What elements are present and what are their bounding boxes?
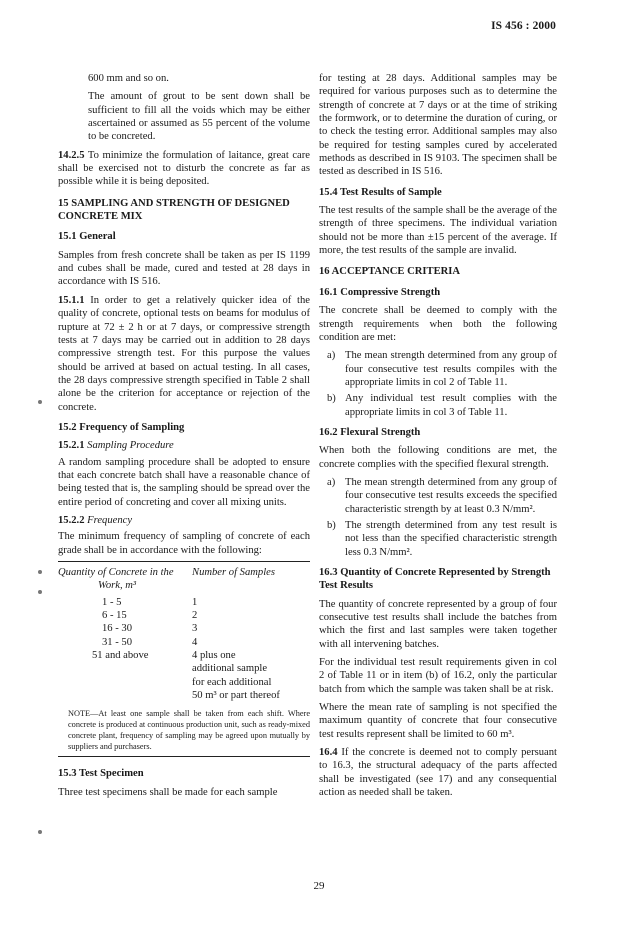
table-row-continued <box>58 689 310 702</box>
table-bottom-rule <box>58 756 310 757</box>
table-top-rule <box>58 561 310 562</box>
section-15-3-text: Three test specimens shall be made for each sample <box>58 786 278 798</box>
item-marker: a) <box>327 350 336 362</box>
clause-15-2-1-text: A random sampling procedure shall be adopted to ensure that each concrete batch shall have a reasonable chance of being tested that is, the sampling should be spread over the entire period of concreting and cover all mixing units. <box>58 456 310 508</box>
section-16-1-heading: 16.1 Compressive Strength <box>319 286 441 298</box>
samples-cell: 3 <box>192 623 198 635</box>
section-16-heading: 16 ACCEPTANCE CRITERIA <box>319 266 461 278</box>
clause-number: 14.2.5 <box>58 149 85 161</box>
table-row-continued <box>58 676 310 689</box>
section-15-1-heading: 15.1 General <box>58 231 116 243</box>
quantity-cell: 1 - 5 <box>102 596 122 608</box>
table-row <box>58 596 310 609</box>
flexural-conditions-list <box>319 476 557 559</box>
table-row <box>58 622 310 635</box>
item-text: The mean strength determined from any group of four consecutive test results exceeds the specified characteristic strength by at least 0.3 N/mm². <box>345 476 557 515</box>
samples-cell: 1 <box>192 596 198 608</box>
margin-dot <box>38 830 42 834</box>
samples-cell-extra: 50 m³ or part thereof <box>192 690 280 702</box>
clause-15-2-2-heading <box>58 514 310 527</box>
frequency-table-header <box>58 566 310 593</box>
list-item <box>319 476 557 516</box>
table-note: NOTE—At least one sample shall be taken from each shift. Where concrete is produced at continuous production unit, such as ready-mixed concrete plant, frequency of sampling may be agreed upon mutually by suppliers and purchasers. <box>68 709 310 752</box>
section-15-4-text: The test results of the sample shall be the average of the strength of three specimens. The individual variation should not be more than ±15 percent of the average. If more, the test results of the sample are invalid. <box>319 205 557 257</box>
table-row <box>58 649 310 662</box>
list-item <box>319 349 557 389</box>
clause-number: 15.1.1 <box>58 294 85 306</box>
section-16-3-text-2: For the individual test result requirements given in col 2 of Table 11 or in item (b) of 16.2, only the particular batch from which the sample was taken shall be at risk. <box>319 657 557 695</box>
page-number: 29 <box>313 880 325 892</box>
item-marker: b) <box>327 393 336 405</box>
samples-cell: 2 <box>192 610 198 622</box>
item-text: The strength determined from any test result is not less than the specified characteristic strength less 0.3 N/mm². <box>345 519 557 558</box>
samples-header: Number of Samples <box>192 567 275 578</box>
frequency-table-body <box>58 596 310 703</box>
grout-paragraph: The amount of grout to be sent down shall be sufficient to fill all the voids which may be either ascertained or assumed as 55 percent of the volume to be concreted. <box>88 91 310 143</box>
samples-cell: 4 plus one <box>192 650 236 662</box>
samples-cell-extra: for each additional <box>192 676 272 688</box>
list-item <box>319 392 557 419</box>
left-column <box>58 72 310 804</box>
compressive-conditions-list <box>319 349 557 419</box>
quantity-header-line2: Work, m³ <box>98 580 137 592</box>
margin-dot <box>38 400 42 404</box>
quantity-header-line1: Quantity of Concrete in the <box>58 567 174 578</box>
item-marker: a) <box>327 476 336 488</box>
quantity-cell: 51 and above <box>92 650 149 662</box>
section-16-3-text-1: The quantity of concrete represented by a group of four consecutive test results shall include the batches from which the first and last samples were taken together with all intervening batches. <box>319 598 557 650</box>
samples-cell: 4 <box>192 636 198 648</box>
list-item <box>319 519 557 559</box>
clause-15-1-1 <box>58 294 310 414</box>
item-text: Any individual test result complies with the appropriate limits in col 3 of Table 11. <box>345 393 557 418</box>
table-row-continued <box>58 662 310 675</box>
clause-number: 16.4 <box>319 747 338 759</box>
section-16-3-heading: 16.3 Quantity of Concrete Represented by Strength Test Results <box>319 567 551 592</box>
margin-dot <box>38 570 42 574</box>
section-15-2-heading: 15.2 Frequency of Sampling <box>58 421 185 433</box>
quantity-cell: 16 - 30 <box>102 623 133 635</box>
right-column <box>319 72 557 805</box>
continued-text: 600 mm and so on. <box>88 73 169 84</box>
clause-number: 15.2.1 <box>58 440 85 452</box>
table-row <box>58 609 310 622</box>
quantity-cell: 6 - 15 <box>102 610 127 622</box>
section-15-heading: 15 SAMPLING AND STRENGTH OF DESIGNED CONCRETE MIX <box>58 197 290 223</box>
section-16-3-text-3: Where the mean rate of sampling is not specified the maximum quantity of concrete that four consecutive test results represent shall be limited to 60 m³. <box>319 702 557 740</box>
clause-14-2-5 <box>58 149 310 189</box>
section-15-1-text: Samples from fresh concrete shall be taken as per IS 1199 and cubes shall be made, cured and tested at 28 days in accordance with IS 516. <box>58 249 310 288</box>
table-row <box>58 636 310 649</box>
section-16-1-text: The concrete shall be deemed to comply with the strength requirements when both the following condition are met: <box>319 305 557 343</box>
clause-16-4 <box>319 746 557 799</box>
margin-dot <box>38 590 42 594</box>
samples-cell-extra: additional sample <box>192 663 268 675</box>
item-text: The mean strength determined from any group of four consecutive test results compiles with the appropriate limits in col 2 of Table 11. <box>345 350 557 388</box>
section-16-2-heading: 16.2 Flexural Strength <box>319 426 421 438</box>
clause-title: Sampling Procedure <box>87 440 174 452</box>
clause-text: To minimize the formulation of laitance, great care shall be exercised not to disturb the concrete as far as possible while it is being deposited. <box>58 149 310 188</box>
clause-title: Frequency <box>87 514 133 526</box>
section-15-3-heading: 15.3 Test Specimen <box>58 768 144 780</box>
quantity-header <box>58 566 192 593</box>
clause-text: If the concrete is deemed not to comply persuant to 16.3, the structural adequacy of the parts affected shall be investigated (see 17) and any consequential action as needed shall be taken. <box>319 747 557 799</box>
section-16-2-text: When both the following conditions are met, the concrete complies with the specified flexural strength. <box>319 445 557 470</box>
continued-paragraph: for testing at 28 days. Additional samples may be required for various purposes such as to determine the strength of concrete at 7 days or at the time of striking the formwork, or to determine the duration of curing, or to check the testing error. Additional samples may also be required for testing samples cured by accelerated methods as described in IS 9103. The specimen shall be tested as described in IS 516. <box>319 73 557 178</box>
standard-code: IS 456 : 2000 <box>491 20 556 32</box>
clause-15-2-1-heading <box>58 439 310 452</box>
section-15-4-heading: 15.4 Test Results of Sample <box>319 186 442 198</box>
clause-text: In order to get a relatively quicker idea of the quality of concrete, optional tests on beams for modulus of rupture at 72 ± 2 h or at 7 days, or compressive strength tests at 7 days may be carried out in addition to 28 days compressive strength test. For this purpose the values should be arrived at based on actual testing. In all cases, the 28 days compressive strength specified in Table 2 shall alone be the criterion for acceptance or rejection of the concrete. <box>58 294 310 413</box>
quantity-cell: 31 - 50 <box>102 636 133 648</box>
item-marker: b) <box>327 519 336 531</box>
clause-number: 15.2.2 <box>58 514 85 526</box>
clause-15-2-2-text: The minimum frequency of sampling of concrete of each grade shall be in accordance with the following: <box>58 531 310 556</box>
